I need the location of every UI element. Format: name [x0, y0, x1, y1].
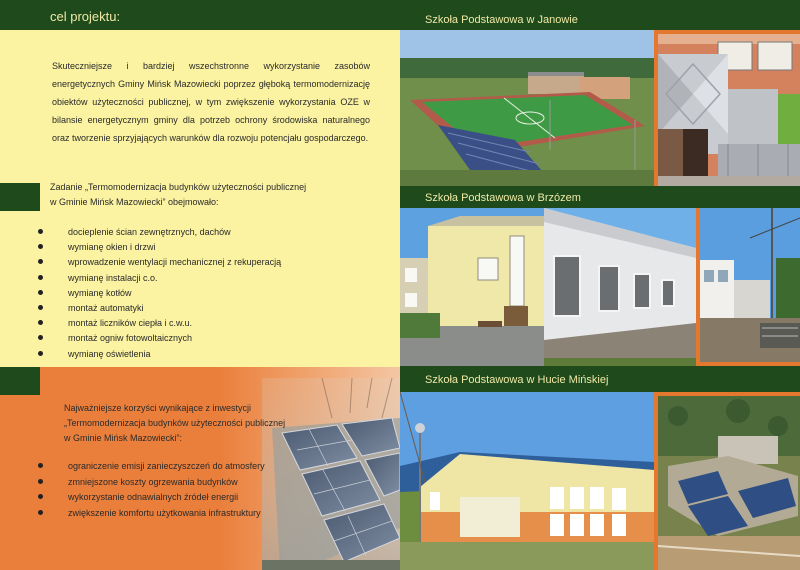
project-goal-text: Skuteczniejsze i bardziej wszechstronne wykorzystanie zasobów energetycznych Gminy Mińsk Mazowiecki poprzez głęboką termomodernizację obiektów użyteczności publicznej, w tym zwiększenie wykorzystania OZE w bilansie energetycznym gminy dla potrzeb ochrony środowiska naturalnego oraz tworzenie sprzyjających warunków dla rozwoju potencjału gospodarczego. — [52, 61, 370, 143]
huta-minska-aerial-photo — [658, 396, 800, 570]
task-list — [38, 225, 281, 362]
task-intro-line: w Gminie Mińsk Mazowiecki” obejmowało: — [50, 197, 219, 207]
school-title-janow: Szkoła Podstawowa w Janowie — [425, 14, 578, 26]
benefit-intro-line: „Termomodernizacja budynków użyteczności publicznej — [64, 418, 286, 428]
benefit-intro-line: Najważniejsze korzyści wynikające z inwestycji — [64, 403, 252, 413]
brzozem-facade-photo — [544, 208, 696, 366]
list-item: wprowadzenie wentylacji mechanicznej z rekuperacją — [38, 255, 281, 270]
school-title-huta-minska: Szkoła Podstawowa w Hucie Mińskiej — [425, 374, 609, 386]
list-item: wymianę instalacji c.o. — [38, 271, 281, 286]
project-goal-heading: cel projektu: — [50, 9, 121, 24]
right-panel — [400, 0, 800, 570]
janow-ventilation-photo — [658, 34, 800, 186]
section-marker — [0, 367, 40, 395]
list-item: wymianę oświetlenia — [38, 347, 281, 362]
benefit-intro — [64, 401, 304, 446]
list-item: zwiększenie komfortu użytkowania infrastruktury — [38, 506, 265, 522]
janow-sports-field-photo — [400, 30, 654, 186]
list-item: wymianę kotłów — [38, 286, 281, 301]
brzozem-building-photo — [400, 208, 544, 366]
section-marker — [0, 183, 40, 211]
list-item: zmniejszone koszty ogrzewania budynków — [38, 475, 265, 491]
list-item: wykorzystanie odnawialnych źródeł energii — [38, 490, 265, 506]
huta-minska-school-photo — [400, 392, 654, 570]
brzozem-yard-photo — [700, 208, 800, 362]
benefit-list — [38, 459, 265, 521]
task-intro — [50, 180, 380, 210]
list-item: montaż ogniw fotowoltaicznych — [38, 331, 281, 346]
list-item: wymianę okien i drzwi — [38, 240, 281, 255]
list-item: ograniczenie emisji zanieczyszczeń do atmosfery — [38, 459, 265, 475]
task-intro-line: Zadanie „Termomodernizacja budynków użyteczności publicznej — [50, 182, 307, 192]
benefit-intro-line: w Gminie Mińsk Mazowiecki”: — [64, 433, 183, 443]
list-item: montaż liczników ciepła i c.w.u. — [38, 316, 281, 331]
list-item: montaż automatyki — [38, 301, 281, 316]
list-item: docieplenie ścian zewnętrznych, dachów — [38, 225, 281, 240]
school-title-brzozem: Szkoła Podstawowa w Brzózem — [425, 192, 581, 204]
